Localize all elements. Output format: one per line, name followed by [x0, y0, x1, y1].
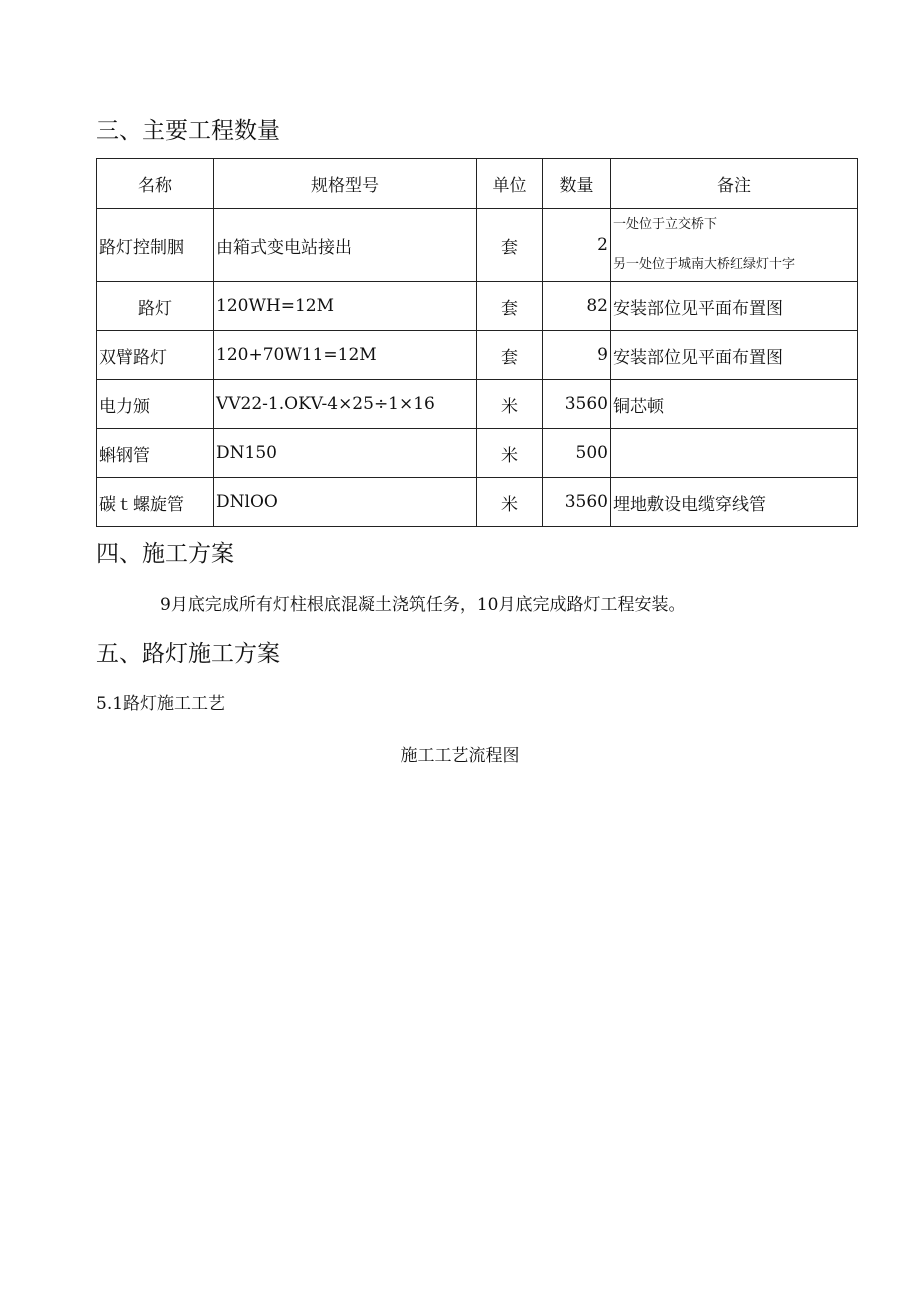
table-row: [97, 282, 858, 331]
table-row: [97, 331, 858, 380]
cell-name: 路灯: [97, 282, 214, 331]
header-name: 名称: [97, 159, 214, 209]
cell-name: 碳ｔ螺旋管: [97, 478, 214, 527]
cell-notes: [611, 429, 858, 478]
cell-spec: 120WH=12M: [214, 282, 477, 331]
cell-spec: VV22-1.OKV-4×25÷1×16: [214, 380, 477, 429]
note-line: 一处位于立交桥下: [613, 217, 718, 232]
note-line: 另一处位于城南大桥红绿灯十字: [613, 257, 796, 272]
cell-unit: 套: [477, 331, 543, 380]
cell-unit: 套: [477, 282, 543, 331]
cell-unit: 套: [477, 209, 543, 282]
section-3-heading: 三、主要工程数量: [96, 118, 280, 144]
table-header-row: [97, 159, 858, 209]
flowchart-caption: 施工工艺流程图: [400, 746, 520, 766]
schedule-paragraph: 9月底完成所有灯柱根底混凝土浇筑任务，10月底完成路灯工程安装。: [160, 595, 686, 615]
cell-qty: 2: [543, 209, 611, 282]
cell-notes: 铜芯顿: [611, 380, 858, 429]
cell-unit: 米: [477, 380, 543, 429]
cell-qty: 82: [543, 282, 611, 331]
header-notes: 备注: [611, 159, 858, 209]
cell-name: 电力颁: [97, 380, 214, 429]
cell-name: 路灯控制胭: [97, 209, 214, 282]
section-5-heading: 五、路灯施工方案: [96, 641, 280, 667]
cell-qty: 3560: [543, 478, 611, 527]
cell-qty: 9: [543, 331, 611, 380]
cell-spec: DN150: [214, 429, 477, 478]
table-row: [97, 380, 858, 429]
section-4-heading: 四、施工方案: [96, 541, 234, 567]
table-row: [97, 209, 858, 282]
quantity-table: [96, 158, 858, 527]
cell-spec: 由箱式变电站接出: [214, 209, 477, 282]
table-row: [97, 478, 858, 527]
cell-qty: 3560: [543, 380, 611, 429]
cell-notes: 安装部位见平面布置图: [611, 331, 858, 380]
cell-notes: 埋地敷设电缆穿线管: [611, 478, 858, 527]
cell-spec: 120+70W11=12M: [214, 331, 477, 380]
cell-notes: [611, 209, 858, 282]
subsection-heading: 5.1路灯施工工艺: [96, 694, 226, 714]
cell-unit: 米: [477, 429, 543, 478]
cell-name: 蝌钢管: [97, 429, 214, 478]
cell-qty: 500: [543, 429, 611, 478]
cell-notes: 安装部位见平面布置图: [611, 282, 858, 331]
cell-name: 双臂路灯: [97, 331, 214, 380]
cell-unit: 米: [477, 478, 543, 527]
header-spec: 规格型号: [214, 159, 477, 209]
header-qty: 数量: [543, 159, 611, 209]
header-unit: 单位: [477, 159, 543, 209]
table-row: [97, 429, 858, 478]
cell-spec: DNlOO: [214, 478, 477, 527]
